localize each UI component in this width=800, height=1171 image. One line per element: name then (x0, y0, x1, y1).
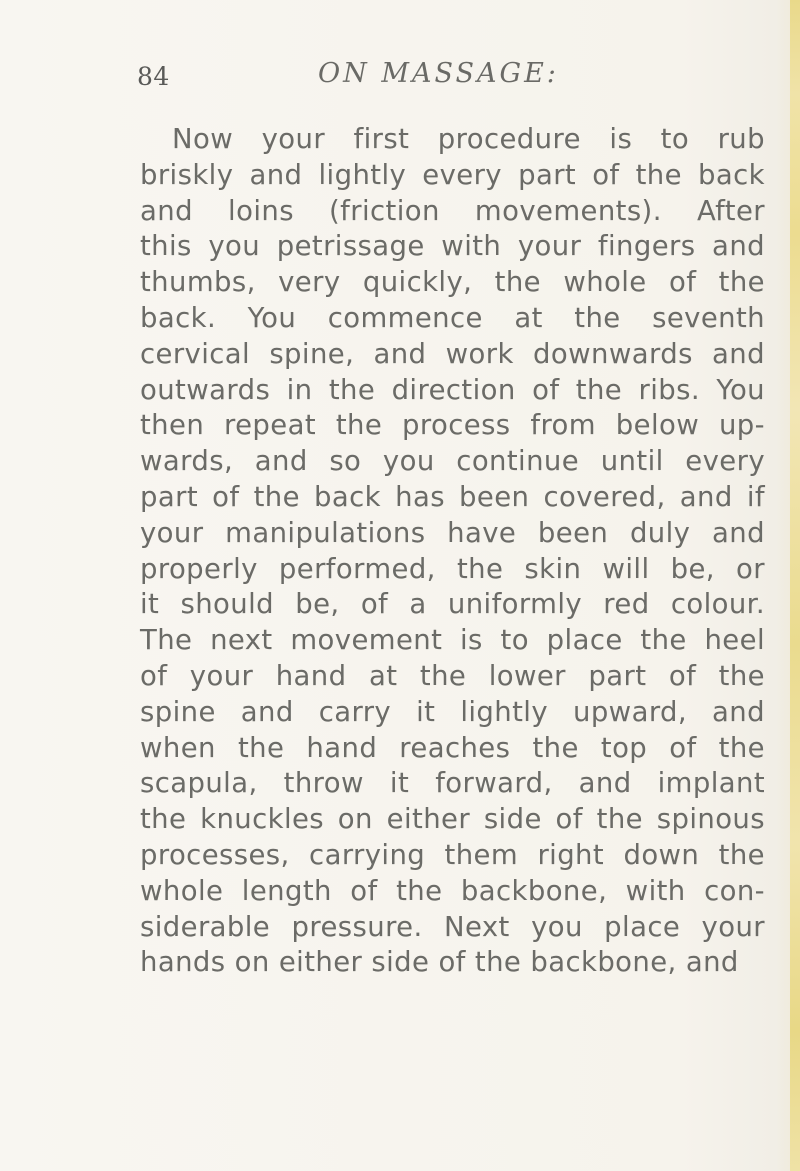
text-line: part of the back has been covered, and if (140, 480, 765, 513)
body-paragraph (140, 122, 765, 981)
text-line: siderable pressure. Next you place your (140, 910, 765, 943)
text-line: this you petrissage with your fingers and (140, 230, 765, 263)
page-edge (790, 0, 800, 1171)
text-line: of your hand at the lower part of the (140, 659, 765, 692)
text-line: processes, carrying them right down the (140, 838, 765, 871)
text-line: spine and carry it lightly upward, and (140, 695, 765, 728)
text-line: thumbs, very quickly, the whole of the (140, 266, 765, 299)
text-line: then repeat the process from below up- (140, 409, 765, 442)
text-line: hands on either side of the backbone, and (140, 946, 739, 979)
text-line: properly performed, the skin will be, or (140, 552, 765, 585)
text-line: your manipulations have been duly and (140, 516, 765, 549)
text-line: briskly and lightly every part of the back (140, 158, 765, 191)
text-line: when the hand reaches the top of the (140, 731, 765, 764)
text-line: and loins (friction movements). After (140, 194, 765, 227)
text-line: whole length of the backbone, with con- (140, 874, 765, 907)
running-head: ON MASSAGE: (318, 58, 559, 89)
text-line: it should be, of a uniformly red colour. (140, 588, 765, 621)
text-line: wards, and so you continue until every (140, 445, 765, 478)
text-line: outwards in the direction of the ribs. You (140, 373, 765, 406)
page-number: 84 (137, 62, 170, 91)
text-line: cervical spine, and work downwards and (140, 337, 765, 370)
text-line: The next movement is to place the heel (140, 624, 765, 657)
text-line: scapula, throw it forward, and implant (140, 767, 765, 800)
text-line: the knuckles on either side of the spinous (140, 803, 765, 836)
text-line: Now your first procedure is to rub (172, 123, 765, 155)
text-line: back. You commence at the seventh (140, 301, 765, 334)
